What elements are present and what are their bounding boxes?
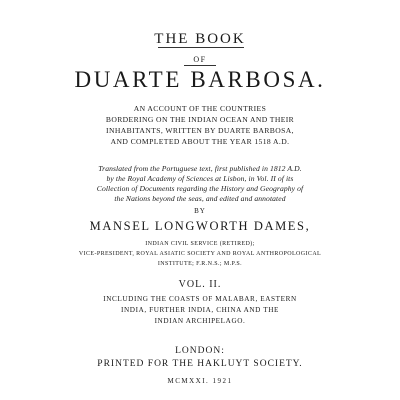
- imprint-place: LONDON:: [175, 346, 225, 356]
- volume-contents-line-3: INDIAN ARCHIPELAGO.: [154, 317, 246, 325]
- title-rule: [158, 47, 244, 48]
- description-line-3: INHABITANTS, WRITTEN BY DUARTE BARBOSA,: [106, 126, 294, 135]
- imprint-year: MCMXXI. 1921: [167, 377, 233, 385]
- imprint-printer: PRINTED FOR THE HAKLUYT SOCIETY.: [97, 359, 303, 369]
- author-credential-line-3: INSTITUTE; F.R.N.S.; M.P.S.: [157, 261, 243, 267]
- description-line-4: AND COMPLETED ABOUT THE YEAR 1518 A.D.: [110, 137, 290, 146]
- title-duarte-barbosa: DUARTE BARBOSA.: [74, 67, 326, 92]
- volume-contents-line-2: INDIA, FURTHER INDIA, CHINA AND THE: [121, 306, 279, 314]
- author-credential-line-2: VICE-PRESIDENT, ROYAL ASIATIC SOCIETY AND ROYAL ANTHROPOLOGICAL: [78, 251, 322, 257]
- title-the-book: THE BOOK: [154, 31, 246, 47]
- volume-label: VOL. II.: [178, 279, 222, 290]
- author-name: MANSEL LONGWORTH DAMES,: [89, 219, 311, 233]
- author-credential-line-1: INDIAN CIVIL SERVICE (RETIRED);: [145, 241, 255, 247]
- title-of: OF: [193, 55, 207, 64]
- description-line-1: AN ACCOUNT OF THE COUNTRIES: [133, 104, 267, 113]
- translation-note-line-4: the Nations beyond the seas, and edited and annotated: [114, 194, 286, 203]
- description-line-2: BORDERING ON THE INDIAN OCEAN AND THEIR: [105, 115, 295, 124]
- volume-contents-line-1: INCLUDING THE COASTS OF MALABAR, EASTERN: [103, 295, 297, 303]
- translation-note-line-2: by the Royal Academy of Sciences at Lisbon, in Vol. II of its: [106, 174, 294, 183]
- title-of-rule: [184, 65, 216, 66]
- translation-note-line-3: Collection of Documents regarding the History and Geography of: [96, 184, 304, 193]
- by-label: BY: [194, 207, 206, 215]
- translation-note-line-1: Translated from the Portuguese text, first published in 1812 A.D.: [98, 164, 302, 173]
